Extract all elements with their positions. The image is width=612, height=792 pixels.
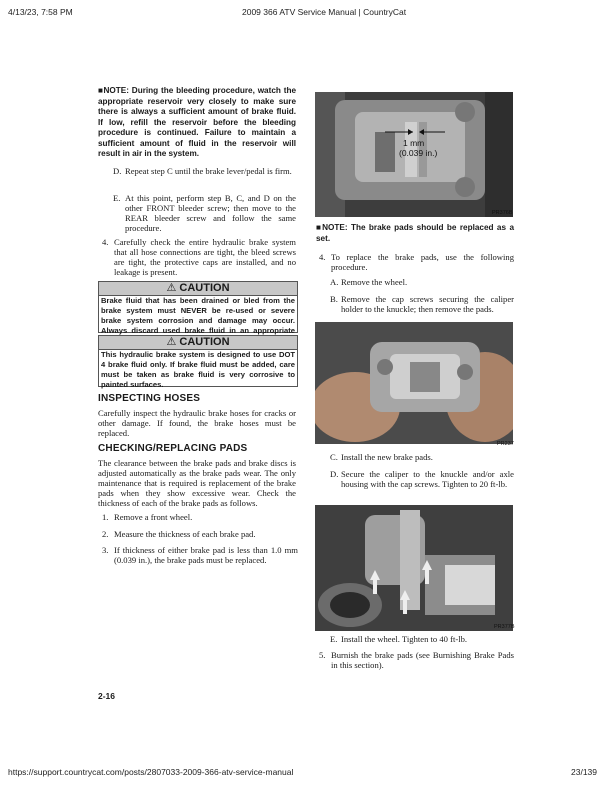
step-e-right-letter: E.: [330, 634, 338, 644]
step-e-right: [330, 634, 514, 644]
checking-text: The clearance between the brake pads and brake discs is adjusted automatically as the brake pads wear. The only maintenance that is required is replacement of the brake pads when they show excessive wear. Check the thickness of each of the brake pads as follows.: [98, 458, 296, 508]
list-item: [102, 529, 296, 539]
installed-caliper-illustration: [315, 505, 513, 631]
step-4-right-text: To replace the brake pads, use the following procedure.: [331, 252, 514, 272]
caution-text-1: Brake fluid that has been drained or bled from the brake system must NEVER be re-used or severe brake system corrosion and damage may occur. Always discard used brake fluid in an appropriate: [98, 295, 298, 333]
caliper-installed-photo: [315, 505, 513, 631]
list-item-text: If thickness of either brake pad is less than 1.0 mm (0.039 in.), the brake pads must be replaced.: [114, 545, 298, 565]
step-a-letter: A.: [330, 277, 339, 287]
caution-text-2: This hydraulic brake system is designed to use DOT 4 brake fluid only. If brake fluid must be added, care must be taken as brake fluid is very corrosive to painted surfaces.: [98, 349, 298, 387]
caution-header-1: [98, 281, 298, 296]
step-e-right-text: Install the wheel. Tighten to 40 ft-lb.: [341, 634, 468, 644]
step-5: [319, 650, 514, 670]
list-item-number: 2.: [102, 529, 109, 539]
caution-label-1: CAUTION: [179, 282, 230, 294]
step-5-text: Burnish the brake pads (see Burnishing Brake Pads in this section).: [331, 650, 514, 670]
step-d-right-letter: D.: [330, 469, 339, 479]
step-d: [113, 166, 296, 176]
caution-label-2: CAUTION: [179, 336, 230, 348]
inspecting-text: Carefully inspect the hydraulic brake hoses for cracks or other damage. If found, the brake hoses must be replaced.: [98, 408, 296, 438]
caliper-removal-photo: [315, 322, 513, 444]
step-d-text: Repeat step C until the brake lever/pedal is firm.: [125, 166, 292, 176]
step-4-right-number: 4.: [319, 252, 326, 262]
warning-triangle-icon: ⚠: [166, 282, 177, 294]
step-b-text: Remove the cap screws securing the caliper holder to the knuckle; then remove the pads.: [341, 294, 514, 314]
step-d-right-text: Secure the caliper to the knuckle and/or axle housing with the cap screws. Tighten to 20 ft-lb.: [341, 469, 514, 489]
print-title: 2009 366 ATV Service Manual | CountryCat: [242, 7, 407, 17]
list-item-text: Remove a front wheel.: [114, 512, 193, 522]
step-e-letter: E.: [113, 193, 121, 203]
step-c: [330, 452, 514, 462]
step-d-letter: D.: [113, 166, 122, 176]
measurement-label-in: (0.039 in.): [399, 147, 438, 158]
note-pads: ■NOTE: The brake pads should be replaced as a set.: [316, 223, 514, 243]
step-5-number: 5.: [319, 650, 326, 660]
step-a-text: Remove the wheel.: [341, 277, 408, 287]
list-item-number: 1.: [102, 512, 109, 522]
measurement-label: [399, 138, 438, 158]
measurement-label-mm: 1 mm: [403, 138, 425, 148]
step-4-left: [102, 237, 296, 277]
note-bleeding: ■NOTE: During the bleeding procedure, watch the appropriate reservoir very closely to make sure there is always a sufficient amount of brake fluid. If low, refill the reservoir before the bleeding procedure is continued. Failure to maintain a sufficient amount of fluid in the reservoir will result in air in the system.: [98, 86, 296, 158]
step-b: [330, 294, 514, 314]
print-page-count: 23/139: [571, 767, 597, 777]
step-e-text: At this point, perform step B, C, and D on the other FRONT bleeder screw; then move to the REAR bleeder screw and follow the same procedure.: [125, 193, 296, 233]
caution-header-2: [98, 335, 298, 350]
list-item: [102, 512, 296, 522]
step-c-letter: C.: [330, 452, 338, 462]
photo3-caption: PR377B: [494, 624, 515, 630]
heading-inspecting-hoses: INSPECTING HOSES: [98, 393, 201, 404]
list-item-number: 3.: [102, 545, 109, 555]
list-item: [102, 545, 298, 565]
heading-checking-replacing-pads: CHECKING/REPLACING PADS: [98, 443, 248, 454]
step-b-letter: B.: [330, 294, 338, 304]
photo2-caption: PR237: [497, 441, 514, 447]
print-url: https://support.countrycat.com/posts/2807033-2009-366-atv-service-manual: [8, 767, 294, 777]
step-4-left-number: 4.: [102, 237, 109, 247]
step-e: [113, 193, 296, 233]
step-d-right: [330, 469, 514, 489]
step-4-right: [319, 252, 514, 272]
print-datetime: 4/13/23, 7:58 PM: [8, 7, 73, 17]
page-number: 2-16: [98, 691, 116, 701]
step-c-text: Install the new brake pads.: [341, 452, 433, 462]
step-4-left-text: Carefully check the entire hydraulic brake system that all hose connections are tight, the bleed screws are tight, the protective caps are installed, and no leakage is present.: [114, 237, 296, 277]
photo1-caption: PR376B: [492, 210, 513, 216]
brake-pad-thickness-photo: [315, 92, 513, 217]
step-a: [330, 277, 514, 287]
hands-caliper-illustration: [315, 322, 513, 444]
list-item-text: Measure the thickness of each brake pad.: [114, 529, 256, 539]
warning-triangle-icon: ⚠: [166, 336, 177, 348]
